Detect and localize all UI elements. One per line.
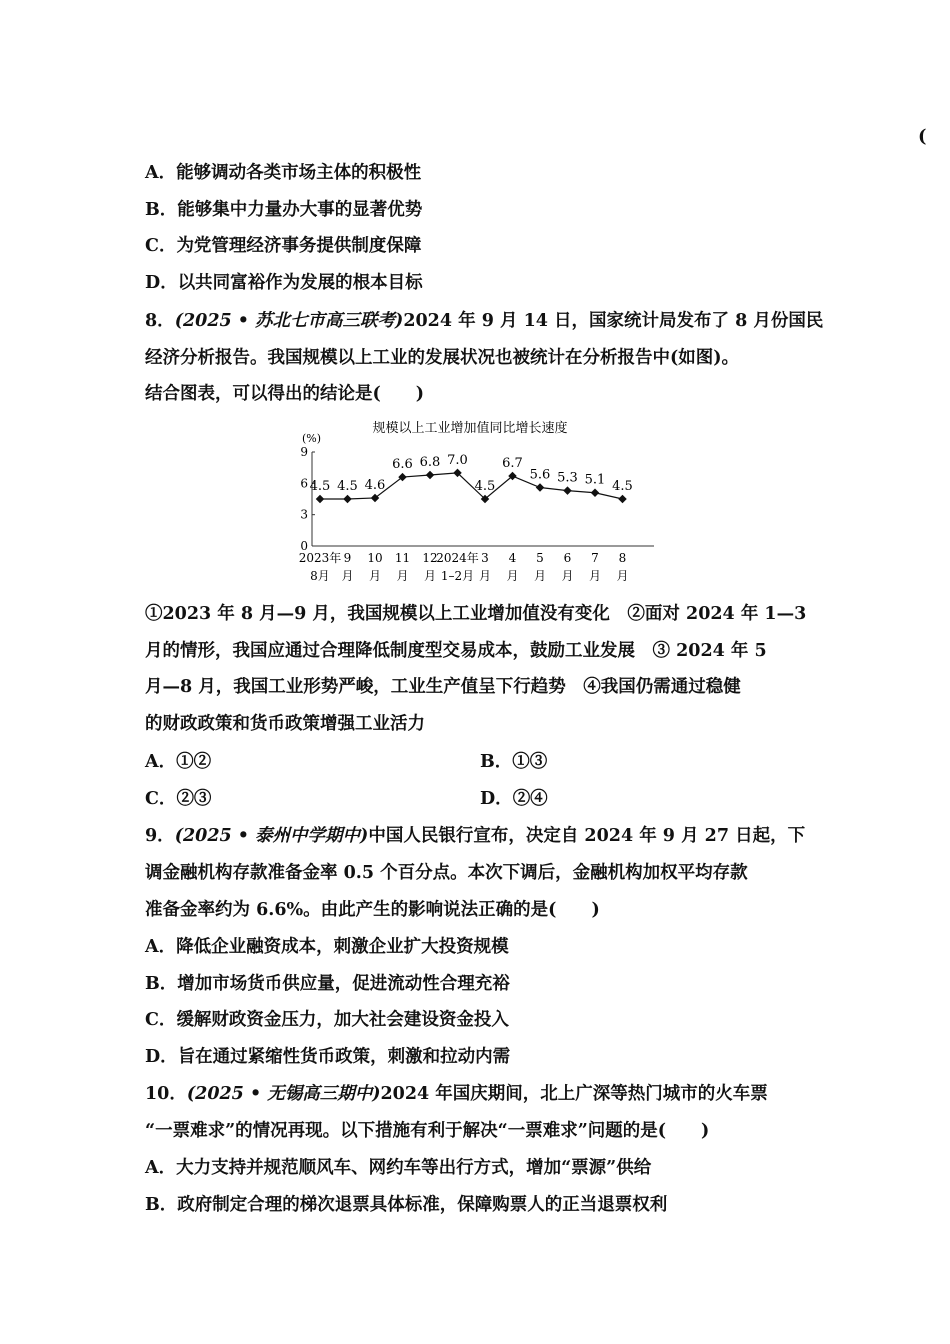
data-label: 5.6: [529, 467, 551, 483]
data-point: [591, 488, 599, 496]
x-tick-sublabel: 1–2月: [440, 569, 475, 583]
q9-stem-line-1: 9．(2025 • 泰州中学期中)中国人民银行宣布，决定自 2024 年 9 月 27 日起，下: [145, 826, 806, 846]
x-tick-sublabel: 月: [423, 569, 437, 583]
q8-option-d: D．②④: [480, 789, 548, 809]
y-tick-label: 0: [300, 539, 308, 553]
data-label: 4.5: [474, 479, 496, 494]
q9-option-c: C．缓解财政资金压力，加大社会建设资金投入: [145, 1010, 509, 1030]
data-label: 4.5: [309, 479, 331, 494]
data-label: 4.5: [337, 479, 358, 494]
q7-option-c: C．为党管理经济事务提供制度保障: [145, 236, 422, 256]
data-label: 5.1: [584, 472, 606, 488]
q8-statements-line-4: 的财政政策和货币政策增强工业活力: [145, 714, 425, 734]
data-label: 6.7: [502, 456, 523, 472]
q9-source: (2025 • 泰州中学期中): [174, 826, 369, 846]
q9-option-d: D．旨在通过紧缩性货币政策，刺激和拉动内需: [145, 1047, 511, 1067]
x-tick-sublabel: 月: [341, 569, 354, 583]
x-tick-sublabel: 月: [588, 569, 602, 583]
q8-statements-line-3: 月—8 月，我国工业形势严峻，工业生产值呈下行趋势 ④我国仍需通过稳健: [145, 677, 741, 697]
x-tick-sublabel: 月: [506, 569, 519, 583]
x-tick-sublabel: 月: [478, 569, 492, 583]
x-tick-label: 8: [618, 551, 627, 565]
q7-option-d: D．以共同富裕作为发展的根本目标: [145, 273, 423, 293]
x-tick-label: 12: [422, 551, 438, 565]
data-point: [563, 486, 571, 494]
data-label: 7.0: [447, 452, 468, 468]
x-tick-label: 7: [591, 551, 599, 565]
data-label: 6.8: [419, 454, 441, 470]
q8-option-b: B．①③: [480, 752, 548, 772]
x-tick-label: 6: [563, 551, 572, 565]
data-label: 5.3: [557, 470, 578, 486]
data-label: 6.6: [392, 457, 413, 473]
q7-option-a: A．能够调动各类市场主体的积极性: [145, 163, 422, 183]
q8-stem-line-2: 经济分析报告。我国规模以上工业的发展状况也被统计在分析报告中(如图)。: [145, 348, 740, 368]
line-chart: [290, 418, 670, 590]
data-label: 4.5: [612, 479, 633, 494]
x-tick-sublabel: 月: [561, 569, 574, 583]
x-tick-label: 3: [481, 551, 489, 565]
x-tick-label: 2024年: [436, 551, 479, 565]
q8-option-c: C．②③: [145, 789, 212, 809]
y-tick-label: 6: [300, 476, 308, 491]
q9-option-b: B．增加市场货币供应量，促进流动性合理充裕: [145, 974, 510, 994]
y-tick-label: 3: [300, 507, 308, 522]
data-point: [343, 495, 351, 503]
x-tick-sublabel: 月: [368, 569, 382, 583]
q10-stem-line-2: “一票难求”的情况再现。以下措施有利于解决“一票难求”问题的是( ): [145, 1121, 710, 1141]
x-tick-sublabel: 月: [533, 569, 547, 583]
x-tick-label: 9: [343, 551, 352, 565]
q8-statements-line-2: 月的情形，我国应通过合理降低制度型交易成本，鼓励工业发展 ③ 2024 年 5: [145, 641, 767, 661]
x-tick-label: 2023年: [298, 551, 342, 565]
x-tick-sublabel: 月: [396, 569, 409, 583]
data-point: [618, 495, 626, 503]
q10-source: (2025 • 无锡高三期中): [186, 1084, 381, 1104]
q8-stem-line-3: 结合图表，可以得出的结论是( ): [145, 384, 425, 404]
x-tick-label: 4: [508, 551, 517, 565]
q7-option-b: B．能够集中力量办大事的显著优势: [145, 200, 423, 220]
y-axis-label: (%): [302, 432, 322, 445]
q9-stem-line-3: 准备金率约为 6.6%。由此产生的影响说法正确的是( ): [145, 900, 600, 920]
q9-option-a: A．降低企业融资成本，刺激企业扩大投资规模: [145, 937, 509, 957]
x-tick-label: 5: [536, 551, 544, 565]
top-paren: (: [918, 126, 927, 147]
x-tick-sublabel: 月: [616, 569, 629, 583]
q8-option-a: A．①②: [145, 752, 212, 772]
q9-stem-line-2: 调金融机构存款准备金率 0.5 个百分点。本次下调后，金融机构加权平均存款: [145, 863, 748, 883]
data-point: [426, 471, 434, 479]
data-point: [316, 495, 324, 503]
q8-source: (2025 • 苏北七市高三联考): [174, 311, 404, 331]
y-tick-label: 9: [300, 445, 308, 459]
q10-option-b: B．政府制定合理的梯次退票具体标准，保障购票人的正当退票权利: [145, 1195, 668, 1215]
x-tick-label: 10: [367, 551, 383, 565]
x-tick-label: 11: [394, 551, 411, 565]
x-tick-sublabel: 8月: [310, 569, 330, 583]
q8-stem-line-1: 8．(2025 • 苏北七市高三联考)2024 年 9 月 14 日，国家统计局发布了 8 月份国民: [145, 311, 824, 331]
q8-statements-line-1: ①2023 年 8 月—9 月，我国规模以上工业增加值没有变化 ②面对 2024 年 1—3: [145, 604, 807, 624]
q10-stem-line-1: 10．(2025 • 无锡高三期中)2024 年国庆期间，北上广深等热门城市的火车票: [145, 1084, 768, 1104]
q10-option-a: A．大力支持并规范顺风车、网约车等出行方式，增加“票源”供给: [145, 1158, 652, 1178]
chart-title: 规模以上工业增加值同比增长速度: [372, 421, 568, 436]
data-point: [536, 483, 544, 491]
data-label: 4.6: [364, 477, 386, 493]
